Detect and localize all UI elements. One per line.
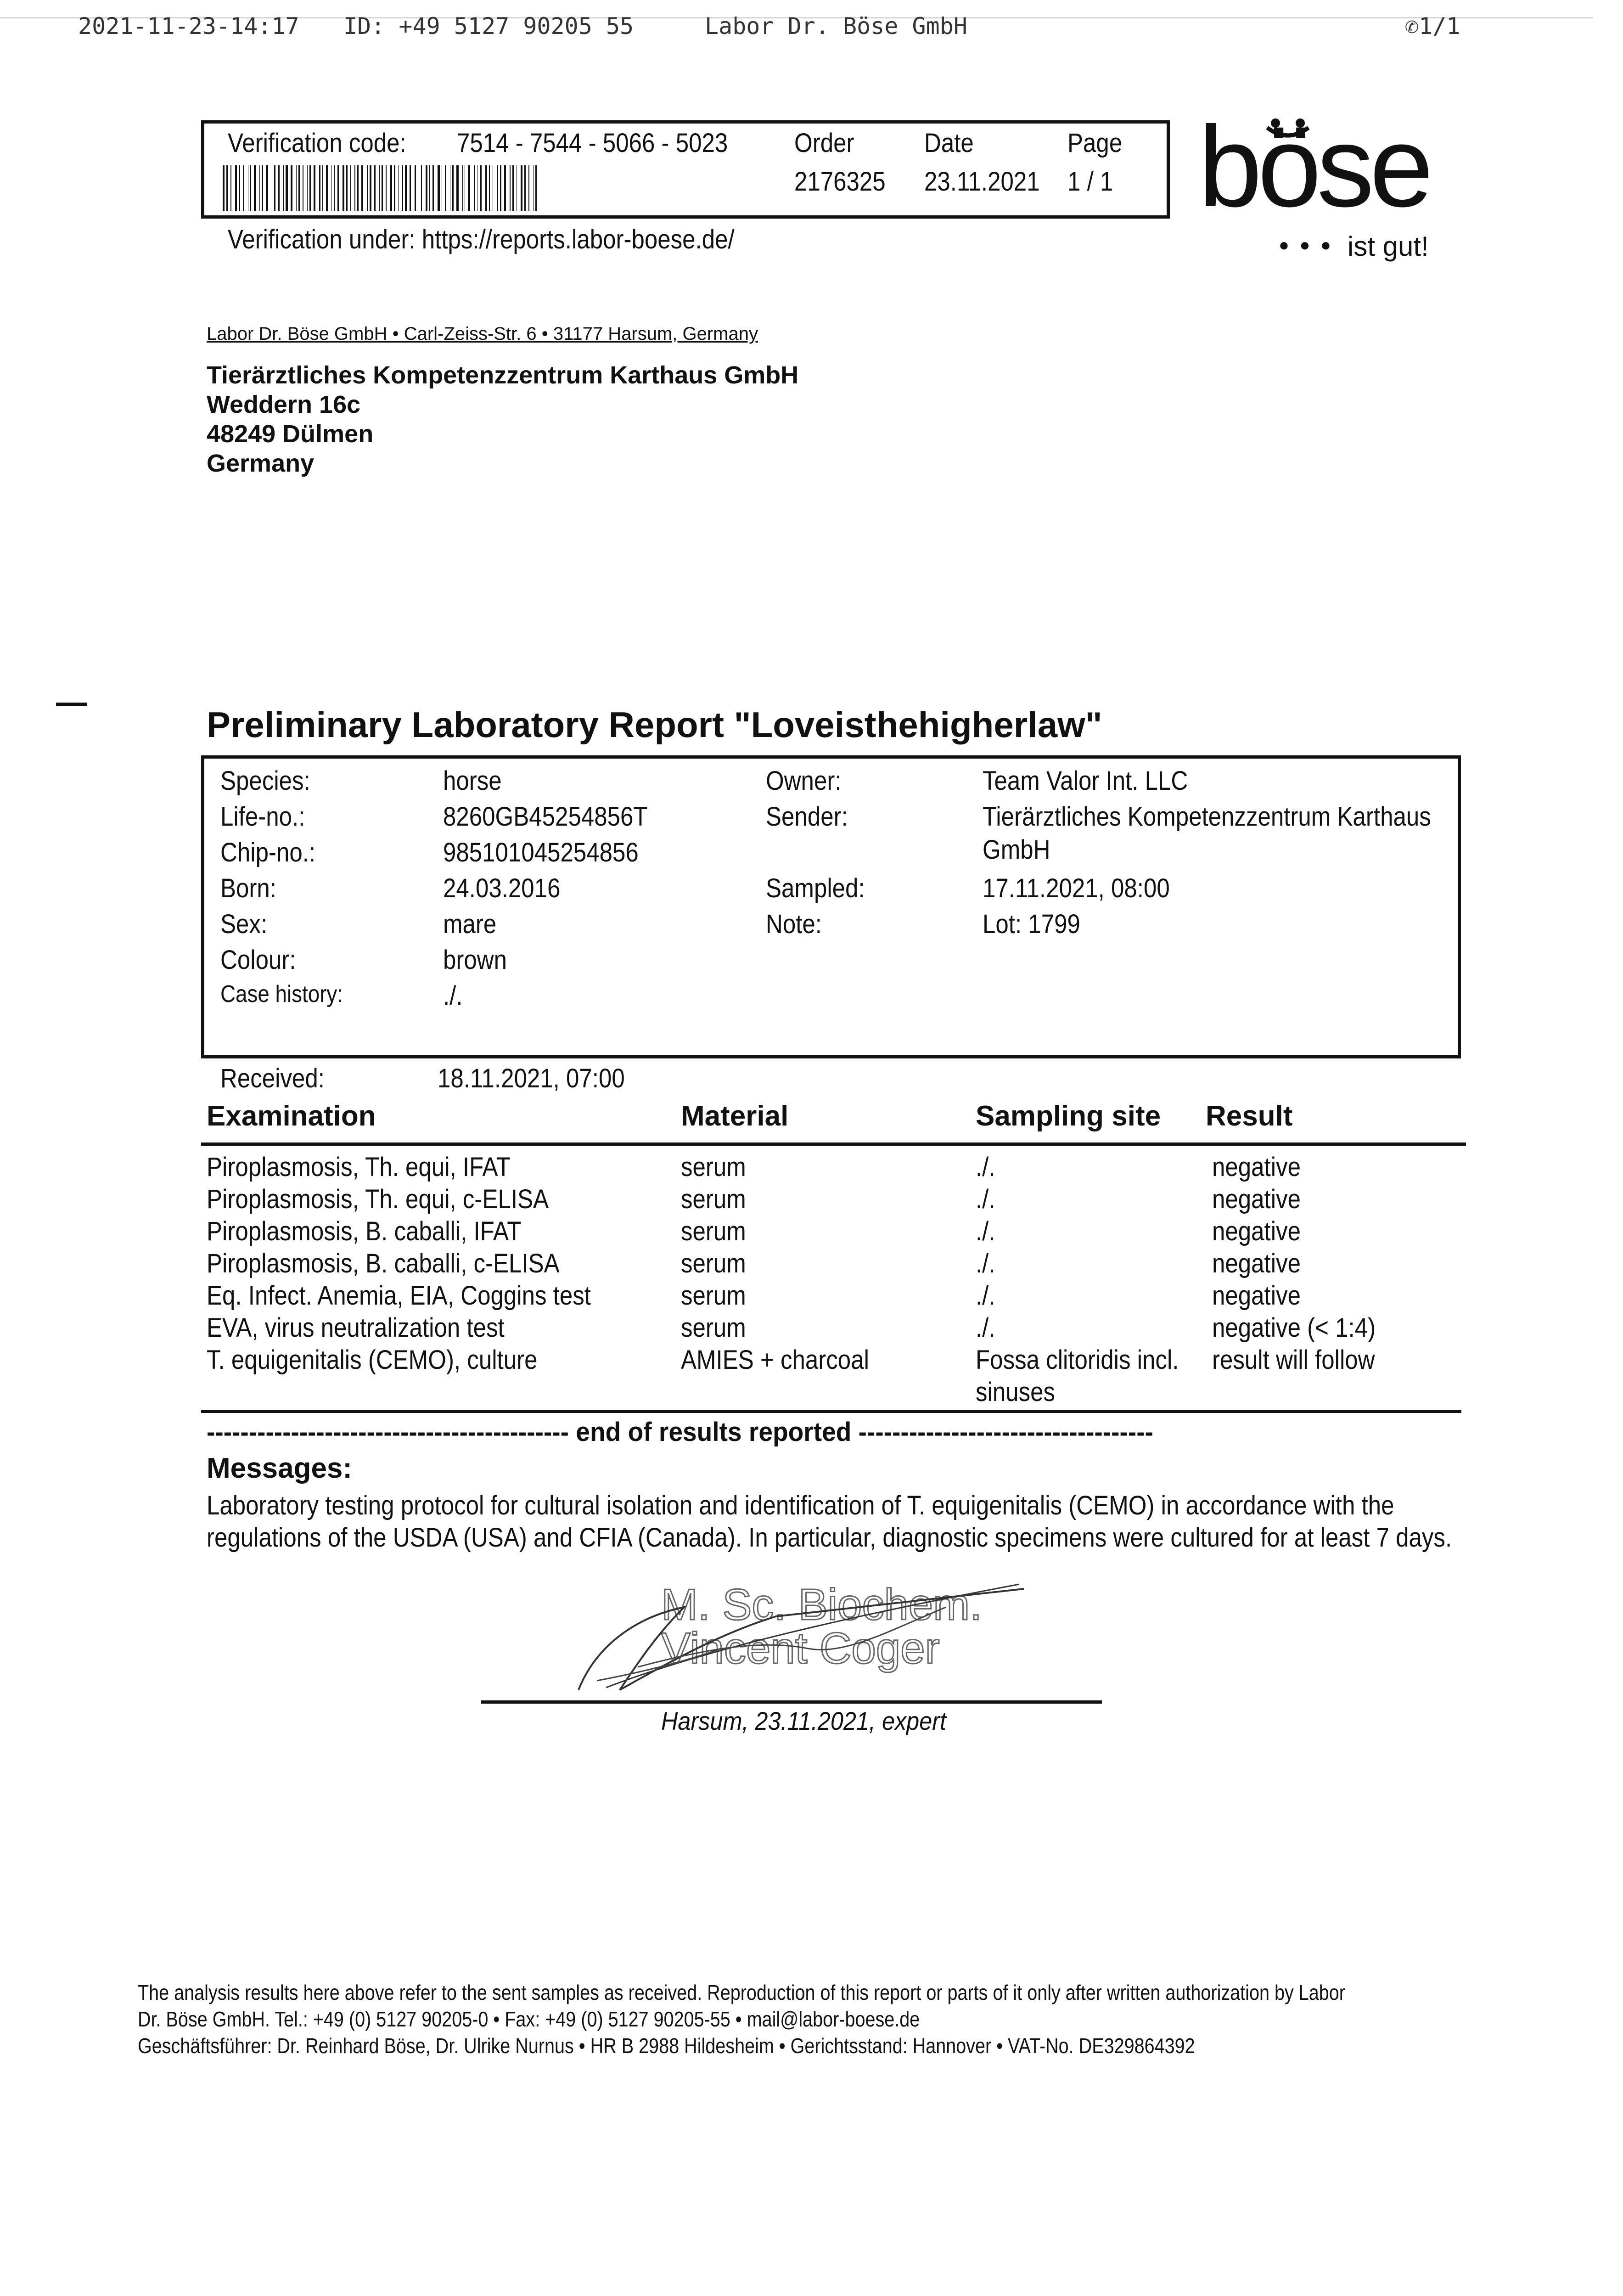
sender-address-line: Labor Dr. Böse GmbH • Carl-Zeiss-Str. 6 • 31177 Harsum, Germany <box>207 324 758 344</box>
site-cell: ./. <box>976 1184 995 1214</box>
barcode-bar <box>528 165 529 211</box>
signature-stamp-line2: Vincent Coger <box>661 1624 940 1673</box>
sender-value-line1: Tierärztliches Kompetenzzentrum Karthaus <box>983 802 1431 832</box>
barcode-bar <box>480 165 482 211</box>
barcode-bar <box>394 165 395 211</box>
barcode-bar <box>426 165 427 211</box>
page-title: Preliminary Laboratory Report "Loveisthehigherlaw" <box>207 704 1102 745</box>
sampled-value: 17.11.2021, 08:00 <box>983 873 1170 903</box>
handwritten-signature <box>569 1575 1028 1704</box>
fax-icon: ✆ <box>1405 13 1419 39</box>
material-cell: serum <box>681 1216 746 1246</box>
barcode-bar <box>350 165 351 211</box>
barcode-bar <box>250 165 251 211</box>
barcode-bar <box>322 165 323 211</box>
barcode-bar <box>405 165 407 211</box>
result-cell: negative <box>1212 1216 1301 1246</box>
life-no-label: Life-no.: <box>220 802 305 832</box>
born-value: 24.03.2016 <box>443 873 561 903</box>
barcode-bar <box>262 165 263 211</box>
chip-no-label: Chip-no.: <box>220 838 316 867</box>
barcode-bar <box>259 165 260 211</box>
barcode-bar <box>223 165 225 211</box>
end-of-results-marker: ------------------------------------------- end of results reported ----------------------------------- <box>207 1417 1153 1447</box>
barcode-bar <box>398 165 399 211</box>
born-label: Born: <box>220 873 277 903</box>
barcode-bar <box>374 165 376 211</box>
barcode-bar <box>326 165 328 211</box>
barcode-bar <box>266 165 268 211</box>
footer-line-2: Dr. Böse GmbH. Tel.: +49 (0) 5127 90205-0 • Fax: +49 (0) 5127 90205-55 • mail@labor-boese.de <box>138 2007 920 2031</box>
messages-line-1: Laboratory testing protocol for cultural isolation and identification of T. equigenitalis (CEMO) in accordance with the <box>207 1491 1394 1520</box>
barcode-bar <box>235 165 237 211</box>
logo-wordmark: böse <box>1198 102 1429 231</box>
chip-no-value: 985101045254856 <box>443 838 639 867</box>
recipient-city: 48249 Dülmen <box>207 420 374 448</box>
sender-label: Sender: <box>766 802 848 832</box>
recipient-street: Weddern 16c <box>207 391 361 418</box>
barcode-bar <box>521 165 522 211</box>
barcode-bar <box>438 165 439 211</box>
barcode-bar <box>462 165 463 211</box>
signature-rule <box>481 1700 1102 1704</box>
sex-label: Sex: <box>220 909 268 939</box>
received-value: 18.11.2021, 07:00 <box>438 1064 625 1093</box>
barcode-bar <box>382 165 383 211</box>
signature-caption: Harsum, 23.11.2021, expert <box>661 1706 947 1735</box>
boese-logo <box>1198 102 1455 276</box>
barcode-bar <box>504 165 506 211</box>
barcode-bar <box>524 165 526 211</box>
column-header-examination: Examination <box>207 1100 376 1132</box>
barcode-bar <box>361 165 363 211</box>
order-number: 2176325 <box>794 167 886 197</box>
footer-line-3: Geschäftsführer: Dr. Reinhard Böse, Dr. Ulrike Nurnus • HR B 2988 Hildesheim • Gerichtsstand: Hannover • VAT-No. DE329864392 <box>138 2034 1195 2058</box>
barcode-bar <box>337 165 339 211</box>
owner-label: Owner: <box>766 766 842 796</box>
note-label: Note: <box>766 909 822 939</box>
barcode-bar <box>314 165 315 211</box>
page-number: 1 / 1 <box>1067 167 1113 197</box>
result-cell: result will follow <box>1212 1345 1375 1375</box>
barcode-bar <box>432 165 434 211</box>
animal-info-box <box>201 755 1461 1058</box>
barcode-bar <box>390 165 392 211</box>
barcode-bar <box>468 165 470 211</box>
barcode-bar <box>239 165 240 211</box>
messages-line-2: regulations of the USDA (USA) and CFIA (Canada). In particular, diagnostic specimens were cultured for at least 7 days. <box>207 1523 1452 1553</box>
owner-value: Team Valor Int. LLC <box>983 766 1188 796</box>
barcode-bar <box>343 165 344 211</box>
site-cell: ./. <box>976 1313 995 1343</box>
signature-stamp-line1: M. Sc. Biochem. <box>661 1580 982 1629</box>
case-history-label: Case history: <box>220 981 343 1007</box>
site-cell: Fossa clitoridis incl. <box>976 1345 1179 1375</box>
site-cell: ./. <box>976 1152 995 1182</box>
barcode-bar <box>379 165 380 211</box>
exam-cell: Piroplasmosis, Th. equi, c-ELISA <box>207 1184 549 1214</box>
species-label: Species: <box>220 766 310 796</box>
barcode-bar <box>291 165 292 211</box>
exam-cell: T. equigenitalis (CEMO), culture <box>207 1345 538 1375</box>
result-cell: negative <box>1212 1249 1301 1278</box>
barcode-bar <box>445 165 446 211</box>
page-label: Page <box>1067 128 1123 158</box>
barcode-bar <box>346 165 348 211</box>
material-cell: serum <box>681 1152 746 1182</box>
recipient-country: Germany <box>207 450 314 477</box>
result-cell: negative <box>1212 1184 1301 1214</box>
material-cell: serum <box>681 1184 746 1214</box>
footer-line-1: The analysis results here above refer to the sent samples as received. Reproduction of this report or parts of it only after written authorization by Labor <box>138 1981 1345 2004</box>
barcode-bar <box>533 165 534 211</box>
colour-label: Colour: <box>220 945 296 975</box>
barcode-bar <box>402 165 403 211</box>
barcode-bar <box>497 165 498 211</box>
column-header-result: Result <box>1206 1100 1293 1132</box>
life-no-value: 8260GB45254856T <box>443 802 648 832</box>
fax-page-count: ✆1/1 <box>1405 13 1460 39</box>
sampled-label: Sampled: <box>766 873 865 903</box>
site-cell: ./. <box>976 1281 995 1311</box>
barcode-bar <box>331 165 332 211</box>
order-label: Order <box>794 128 854 158</box>
barcode-bar <box>319 165 320 211</box>
site-cell: ./. <box>976 1216 995 1246</box>
column-header-material: Material <box>681 1100 789 1132</box>
species-value: horse <box>443 766 502 796</box>
recipient-address <box>207 360 798 478</box>
recipient-name: Tierärztliches Kompetenzzentrum Karthaus GmbH <box>207 361 799 389</box>
barcode-bar <box>309 165 311 211</box>
exam-cell: Piroplasmosis, B. caballi, c-ELISA <box>207 1249 560 1278</box>
barcode-bar <box>354 165 355 211</box>
barcode-bar <box>278 165 280 211</box>
table-header-rule <box>201 1142 1466 1146</box>
barcode-bar <box>243 165 244 211</box>
barcode-bar <box>286 165 287 211</box>
colour-value: brown <box>443 945 507 975</box>
barcode-bar <box>410 165 411 211</box>
barcode <box>223 165 539 211</box>
fax-timestamp: 2021-11-23-14:17 <box>78 13 299 39</box>
barcode-bar <box>296 165 297 211</box>
logo-dots-icon: ● ● ● <box>1279 236 1334 255</box>
barcode-bar <box>452 165 454 211</box>
date-label: Date <box>924 128 974 158</box>
received-label: Received: <box>220 1064 325 1093</box>
barcode-bar <box>500 165 501 211</box>
barcode-bar <box>254 165 256 211</box>
barcode-bar <box>283 165 284 211</box>
barcode-bar <box>429 165 430 211</box>
result-cell: negative (< 1:4) <box>1212 1313 1376 1343</box>
sender-value-line2: GmbH <box>983 835 1050 865</box>
barcode-bar <box>535 165 537 211</box>
verification-code-label: Verification code: <box>228 128 406 158</box>
site-cell: ./. <box>976 1249 995 1278</box>
report-date: 23.11.2021 <box>924 167 1040 197</box>
barcode-bar <box>512 165 514 211</box>
note-value: Lot: 1799 <box>983 909 1080 939</box>
table-bottom-rule <box>201 1410 1461 1413</box>
barcode-bar <box>230 165 231 211</box>
logo-tagline: ist gut! <box>1348 231 1429 262</box>
material-cell: serum <box>681 1313 746 1343</box>
barcode-bar <box>298 165 300 211</box>
messages-heading: Messages: <box>207 1452 353 1484</box>
material-cell: AMIES + charcoal <box>681 1345 869 1375</box>
verification-code: 7514 - 7544 - 5066 - 5023 <box>457 128 728 158</box>
fax-id: ID: +49 5127 90205 55 <box>343 13 634 39</box>
fax-sender: Labor Dr. Böse GmbH <box>705 13 967 39</box>
exam-cell: EVA, virus neutralization test <box>207 1313 505 1343</box>
barcode-bar <box>357 165 359 211</box>
exam-cell: Piroplasmosis, B. caballi, IFAT <box>207 1216 522 1246</box>
material-cell: serum <box>681 1249 746 1278</box>
barcode-bar <box>474 165 475 211</box>
barcode-bar <box>415 165 416 211</box>
sex-value: mare <box>443 909 497 939</box>
result-cell: negative <box>1212 1152 1301 1182</box>
site-cell-continued: sinuses <box>976 1377 1056 1407</box>
barcode-bar <box>274 165 275 211</box>
exam-cell: Eq. Infect. Anemia, EIA, Coggins test <box>207 1281 591 1311</box>
exam-cell: Piroplasmosis, Th. equi, IFAT <box>207 1152 511 1182</box>
case-history-value: ./. <box>443 981 463 1011</box>
barcode-bar <box>226 165 228 211</box>
result-cell: negative <box>1212 1281 1301 1311</box>
fold-mark <box>56 703 87 706</box>
material-cell: serum <box>681 1281 746 1311</box>
barcode-bar <box>307 165 308 211</box>
barcode-bar <box>485 165 487 211</box>
verification-url: Verification under: https://reports.labor-boese.de/ <box>228 225 735 254</box>
barcode-bar <box>456 165 458 211</box>
barcode-bar <box>370 165 371 211</box>
column-header-sampling-site: Sampling site <box>976 1100 1161 1132</box>
